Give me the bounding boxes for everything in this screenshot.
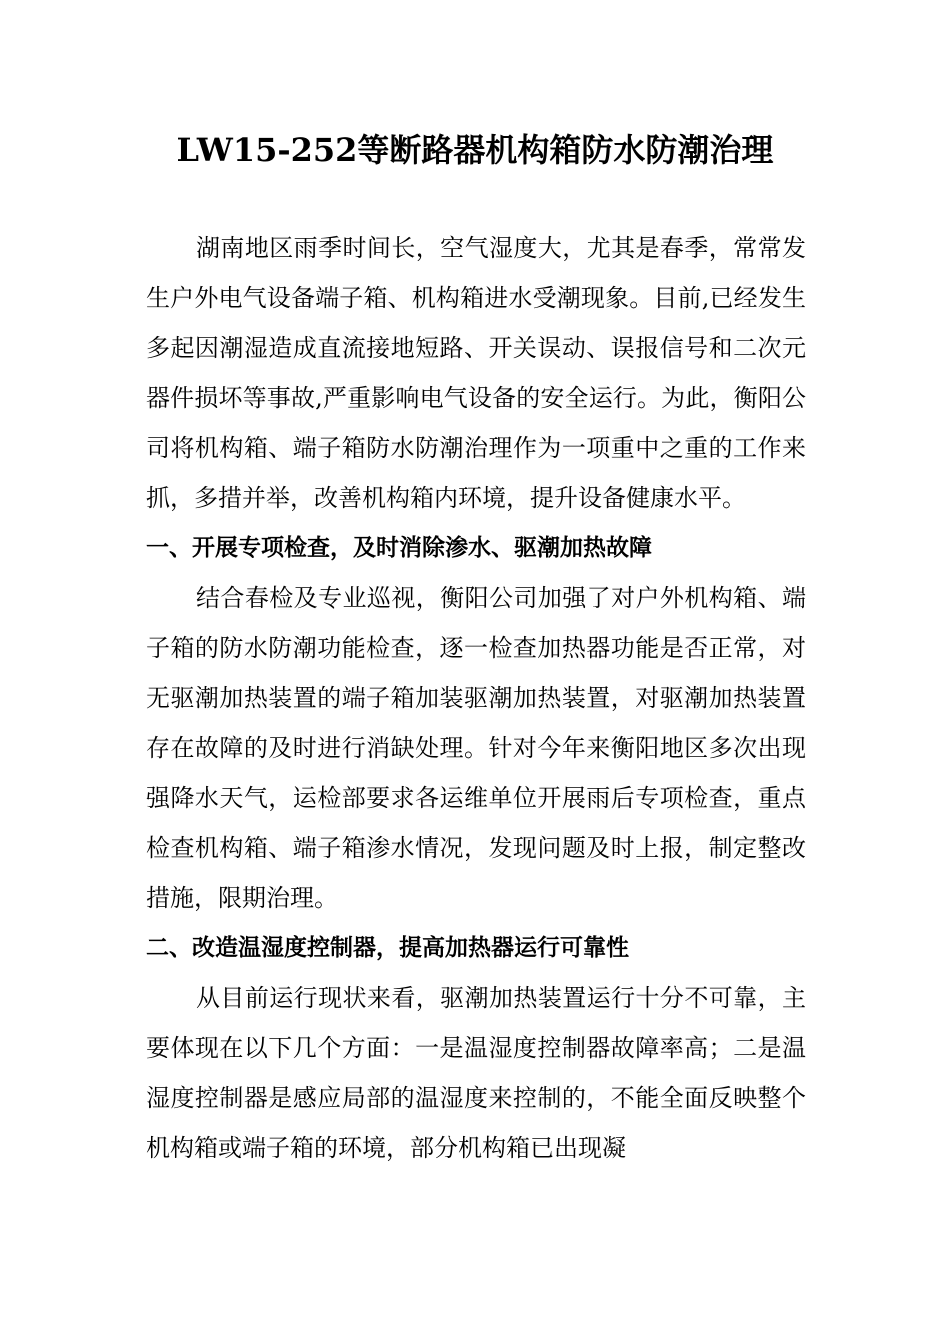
paragraph-section-2: 从目前运行现状来看，驱潮加热装置运行十分不可靠，主要体现在以下几个方面：一是温湿度控制器故障率高；二是温湿度控制器是感应局部的温湿度来控制的，不能全面反映整个机构箱或端子箱的环境，部分机构箱已出现凝 [146, 984, 806, 1162]
section-heading-2: 二、改造温湿度控制器，提高加热器运行可靠性 [146, 935, 629, 961]
document-title: LW15-252等断路器机构箱防水防潮治理 [176, 131, 774, 169]
paragraph-section-1: 结合春检及专业巡视，衡阳公司加强了对户外机构箱、端子箱的防水防潮功能检查，逐一检查加热器功能是否正常，对无驱潮加热装置的端子箱加装驱潮加热装置，对驱潮加热装置存在故障的及时进行消缺处理。针对今年来衡阳地区多次出现强降水天气，运检部要求各运维单位开展雨后专项检查，重点检查机构箱、端子箱渗水情况，发现问题及时上报，制定整改措施，限期治理。 [146, 584, 806, 912]
section-heading-1: 一、开展专项检查，及时消除渗水、驱潮加热故障 [146, 535, 652, 561]
document-body [146, 223, 806, 1173]
paragraph-intro: 湖南地区雨季时间长，空气湿度大，尤其是春季，常常发生户外电气设备端子箱、机构箱进水受潮现象。目前,已经发生多起因潮湿造成直流接地短路、开关误动、误报信号和二次元器件损坏等事故,严重影响电气设备的安全运行。为此，衡阳公司将机构箱、端子箱防水防潮治理作为一项重中之重的工作来抓，多措并举，改善机构箱内环境，提升设备健康水平。 [146, 234, 806, 512]
